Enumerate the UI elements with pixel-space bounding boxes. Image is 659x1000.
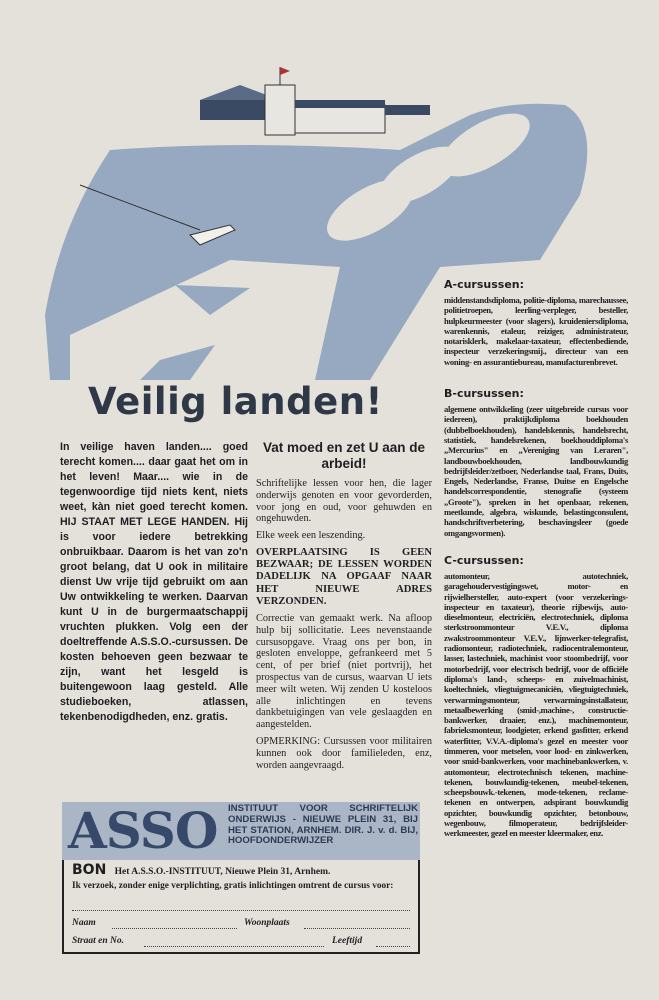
bon-address: Het A.S.S.O.-INSTITUUT, Nieuwe Plein 31, Arnhem. [114, 867, 331, 877]
institute-address: INSTITUUT VOOR SCHRIFTELIJK ONDERWIJS - NIEUWE PLEIN 31, BIJ HET STATION, ARNHEM. DIR. J. v. d. BIJ, HOOFDONDERWIJZER [228, 803, 418, 847]
paragraph: Schriftelijke lessen voor hen, die lager onderwijs genoten en voor gevorderden, voor jong en oud, voor gehuwden en ongehuwden. [256, 478, 432, 525]
asso-logo: ASSO [68, 801, 218, 860]
paragraph: Correctie van gemaakt werk. Na afloop hulp bij sollicitatie. Lees nevenstaande cursusopgave. Vraag ons per bon, in gesloten enveloppe, gefrankeerd met 5 cent, of per brief (niet portvrij), het prospectus van de cursus, waarvan U iets meer wilt weten. Wij zenden U kosteloos alle inlichtingen en tevens dankbetuigingen van vele geslaagden en aangestelden. [256, 613, 432, 731]
headline: Veilig landen! [88, 380, 383, 423]
course-list [444, 278, 628, 839]
course-text-c: automonteur, autotechniek, garagehoudervestigingswet, motor- en rijwielhersteller, auto-expert (voor verzekerings-inspecteur en taxateur), theorie rijbewijs, auto-dieselmonteur, electriciën, electrotechniek, diploma sterkstroommonteur V.E.V., diploma zwakstroommonteur V.E.V., lijnwerker-telegrafist, radiomonteur, radiotechniek, radiocentralemonteur, lasser, lastechniek, machinist voor stoombedrijf, voor motorbedrijf, voor electrisch bedrijf, voor de officiële diploma's land-, scheeps- en zuivelmachinist, koeltechniek, vliegtuigmecaniciën, vliegtuigtechniek, verwarmingsmonteur, verwarmingsinstallateur, metaalbewerking (smid-,machine-, constructie-bankwerker, draaier, enz.), machinemonteur, fabrieksmonteur, loodgieter, erkend gasfitter, erkend waterfitter, V.V.A.-diploma's gezel en meester voor timmeren, voor metselen, voor lood- en zinkwerken, voor smid-bankwerken, voor machinebankwerken, v. automonteur, electrotechnisch tekenen, machine-tekenen, bouwkundig-tekenen, meubel-tekenen, scheepsbouwk.-tekenen, mode-tekenen, reclame-tekenen en ontwerpen, adspirant bouwkundig opzichter, bouwkundig opzichter, betonbouw, wegenbouw, filmoperateur, bedrijfsleider-werkmeester, gezel en meester kleermaker, enz. [444, 570, 628, 839]
middle-heading: Vat moed en zet U aan de arbeid! [262, 440, 426, 471]
coupon-header [62, 802, 420, 860]
course-text-a: middenstandsdiploma, politie-diploma, marechaussee, politietroepen, leerling-verpleger, besteller, hulpkeurmeester (voor slagers), kruideniersdiploma, warenkennis, etaleur, reiziger, administrateur, notarisklerk, makelaar-taxateur, effectenbediende, inspecteur verzekeringsmij., directeur van een woning- en assurantiebureau, manufacturenbrevet. [444, 295, 628, 367]
paragraph: Elke week een leszending. [256, 530, 366, 542]
street-field[interactable] [144, 946, 324, 947]
request-text: Ik verzoek, zonder enige verplichting, gratis inlichtingen omtrent de cursus voor: [72, 881, 394, 891]
airport-building-icon [200, 67, 430, 135]
bon-label: BON [72, 862, 107, 878]
name-label: Naam [72, 918, 96, 928]
age-label: Leeftijd [332, 936, 363, 946]
course-field[interactable] [72, 910, 410, 911]
paragraph-caps: OVERPLAATSING IS GEEN BEZWAAR; DE LESSEN WORDEN DADELIJK NA OPGAAF NAAR HET NIEUWE ADRES VERZONDEN. [256, 546, 432, 607]
middle-column [256, 440, 432, 776]
age-field[interactable] [376, 946, 410, 947]
course-text-b: algemene ontwikkeling (zeer uitgebreide cursus voor iedereen), praktijkdiploma boekhouden (dubbelboekhouden), handelskennis, handelsrecht, statistiek, handelsrekenen, boekhouddiploma's „Mercurius" en „Vereniging van Leraren", landbouwboekhouden, landbouwkundig bedrijfsleider/zetboer, Nederlandse taal, Frans, Duits, Engels, Nederlandse, Franse, Duitse en Engelsche handelscorrespondentie, stenografie (systeem „Groote"), spreken in het openbaar, rekenen, meetkunde, algebra, wiskunde, belastingconsulent, handschriftverbetering, beschavingsleer (goede omgangsvormen). [444, 404, 628, 538]
course-heading-b: B-cursussen: [444, 387, 524, 401]
course-heading-c: C-cursussen: [444, 553, 524, 567]
city-label: Woonplaats [244, 918, 290, 928]
bon-line [72, 862, 330, 880]
street-label: Straat en No. [72, 936, 124, 946]
name-field[interactable] [112, 928, 237, 929]
order-coupon [62, 802, 420, 954]
coupon-form [62, 860, 420, 954]
paragraph: OPMERKING: Cursussen voor militairen kunnen ook door familieleden, enz, worden aangevraagd. [256, 735, 432, 771]
intro-text: In veilige haven landen.... goed terecht komen.... daar gaat het om in het leven! Maar.... wie in de tegenwoordige tijd niets kent, niets weet, kàn niet goed terecht komen. HIJ STAAT MET LEGE HANDEN. Hij is voor iedere betrekking onbruikbaar. Daarom is het van zo'n groot belang, dat U ook in militaire dienst Uw vrije tijd gebruikt om aan Uw ontwikkeling te werken. Daarvan kunt U in de burgermaatschappij vruchten plukken. Volg een der doeltreffende A.S.S.O.-cursussen. De kosten behoeven geen bezwaar te zijn, want het lesgeld is buitengewoon laag gesteld. Alle studieboeken, atlassen, tekenbenodigdheden, enz. gratis. [60, 441, 248, 723]
city-field[interactable] [304, 928, 410, 929]
course-heading-a: A-cursussen: [444, 278, 525, 291]
